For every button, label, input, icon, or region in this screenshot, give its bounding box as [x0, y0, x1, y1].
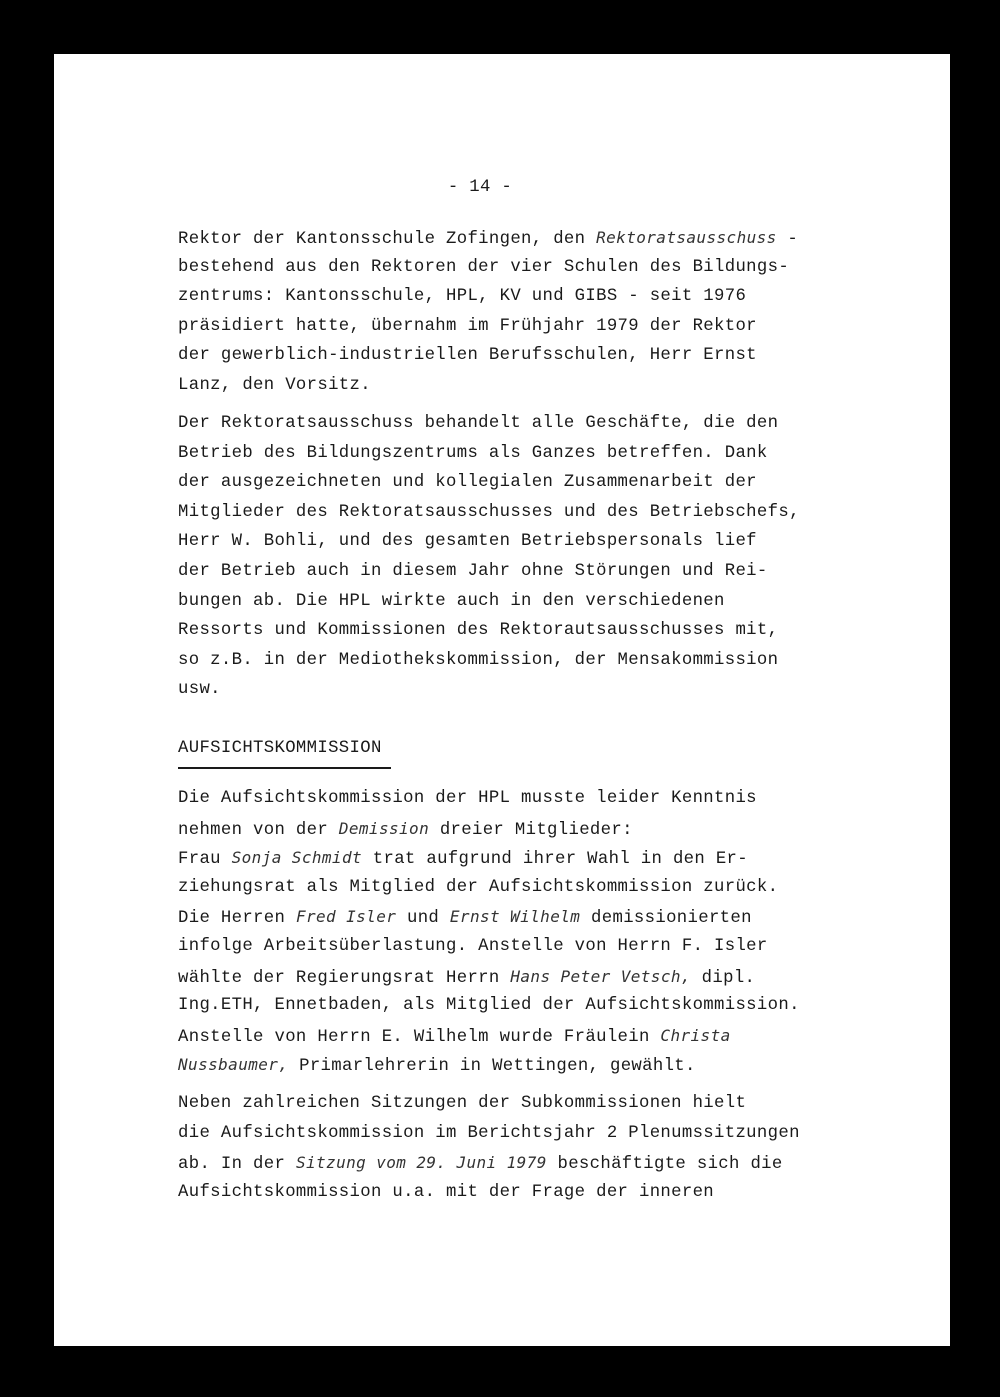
text-segment: der ausgezeichneten und kollegialen Zusammenarbeit der — [178, 473, 757, 493]
emphasized-text: Christa — [660, 1025, 731, 1045]
emphasized-text: Demission — [338, 818, 430, 838]
text-line — [178, 1021, 878, 1051]
text-segment: Neben zahlreichen Sitzungen der Subkommissionen hielt — [178, 1094, 747, 1113]
text-segment: zentrums: Kantonsschule, HPL, KV und GIBS - seit 1976 — [178, 287, 747, 307]
text-segment: Betrieb des Bildungszentrums als Ganzes betreffen. Dank — [178, 443, 768, 463]
text-segment: der Betrieb auch in diesem Jahr ohne Störungen und Rei- — [178, 561, 768, 581]
text-line — [178, 468, 878, 498]
paragraph-betrieb — [178, 409, 878, 705]
text-segment: Mitglieder des Rektoratsausschusses und des Betriebschefs, — [178, 502, 800, 522]
text-segment: Lanz, den Vorsitz. — [178, 375, 371, 395]
paragraph-sitzungen — [178, 1089, 878, 1207]
text-segment: demissionierten — [580, 909, 752, 929]
text-line — [178, 557, 878, 587]
text-segment: nehmen von der — [178, 820, 339, 840]
text-line — [178, 312, 878, 342]
section-heading-aufsichtskommission: AUFSICHTSKOMMISSION — [178, 739, 382, 758]
text-line — [178, 253, 878, 283]
text-line — [178, 1050, 878, 1080]
text-segment: Primarlehrerin in Wettingen, gewählt. — [288, 1057, 696, 1077]
text-line — [178, 814, 878, 844]
text-segment: Ressorts und Kommissionen des Rektorautsausschusses mit, — [178, 621, 779, 641]
text-line — [178, 1119, 878, 1149]
emphasized-text: Sonja Schmidt — [231, 848, 363, 868]
text-line — [178, 282, 878, 312]
text-segment: Ing.ETH, Ennetbaden, als Mitglied der Aufsichtskommission. — [178, 996, 800, 1016]
text-line — [178, 587, 878, 617]
text-line — [178, 932, 878, 962]
text-line — [178, 1148, 878, 1178]
text-segment: bestehend aus den Rektoren der vier Schulen des Bildungs- — [178, 257, 790, 277]
text-segment: Herr W. Bohli, und des gesamten Betriebspersonals lief — [178, 532, 757, 552]
text-segment: beschäftigte sich die — [546, 1155, 783, 1175]
emphasized-text: Ernst Wilhelm — [449, 907, 581, 927]
text-segment: so z.B. in der Mediothekskommission, der Mensakommission — [178, 650, 779, 670]
text-segment: dreier Mitglieder: — [429, 820, 633, 840]
text-segment: der gewerblich-industriellen Berufsschulen, Herr Ernst — [178, 346, 757, 366]
text-segment: ab. In der — [178, 1155, 296, 1175]
page-number: - 14 - — [447, 178, 513, 197]
text-segment: Frau — [178, 850, 232, 870]
emphasized-text: Nussbaumer, — [178, 1055, 289, 1075]
text-line — [178, 902, 878, 932]
emphasized-text: Rektoratsausschuss — [596, 228, 777, 247]
text-line — [178, 439, 878, 469]
text-line — [178, 1089, 878, 1119]
text-line — [178, 223, 878, 253]
text-segment: präsidiert hatte, übernahm im Frühjahr 1979 der Rektor — [178, 316, 757, 336]
text-segment: Rektor der Kantonsschule Zofingen, den — [178, 230, 597, 249]
text-line — [178, 784, 878, 814]
text-segment: Anstelle von Herrn E. Wilhelm wurde Fräulein — [178, 1027, 661, 1047]
paragraph-rektoratsausschuss — [178, 223, 878, 401]
paragraph-demission — [178, 784, 878, 1080]
text-line — [178, 371, 878, 401]
document-page — [54, 54, 950, 1346]
text-line — [178, 991, 878, 1021]
text-segment: Die Aufsichtskommission der HPL musste leider Kenntnis — [178, 789, 757, 808]
text-segment: - — [776, 230, 799, 249]
text-segment: bungen ab. Die HPL wirkte auch in den verschiedenen — [178, 591, 725, 611]
text-line — [178, 962, 878, 992]
text-line — [178, 616, 878, 646]
text-segment: Die Herren — [178, 909, 296, 929]
text-segment: infolge Arbeitsüberlastung. Anstelle von Herrn F. Isler — [178, 936, 768, 956]
emphasized-text: Fred Isler — [295, 907, 397, 927]
heading-underline — [178, 767, 391, 769]
text-line — [178, 1178, 878, 1208]
text-segment: ziehungsrat als Mitglied der Aufsichtskommission zurück. — [178, 877, 779, 897]
text-line — [178, 527, 878, 557]
text-segment: dipl. — [690, 968, 756, 988]
text-segment: wählte der Regierungsrat Herrn — [178, 968, 511, 988]
emphasized-text: Hans Peter Vetsch, — [510, 966, 691, 986]
text-segment: Aufsichtskommission u.a. mit der Frage der inneren — [178, 1182, 715, 1202]
text-line — [178, 646, 878, 676]
text-segment: die Aufsichtskommission im Berichtsjahr 2 Plenumssitzungen — [178, 1123, 800, 1143]
text-line — [178, 873, 878, 903]
text-line — [178, 675, 878, 705]
emphasized-text: Sitzung vom 29. Juni 1979 — [295, 1153, 547, 1173]
text-line — [178, 341, 878, 371]
text-line — [178, 409, 878, 439]
text-segment: trat aufgrund ihrer Wahl in den Er- — [362, 850, 748, 870]
text-segment: Der Rektoratsausschuss behandelt alle Geschäfte, die den — [178, 414, 779, 433]
text-line — [178, 843, 878, 873]
text-segment: usw. — [178, 680, 221, 700]
text-segment: und — [396, 909, 450, 929]
text-line — [178, 498, 878, 528]
